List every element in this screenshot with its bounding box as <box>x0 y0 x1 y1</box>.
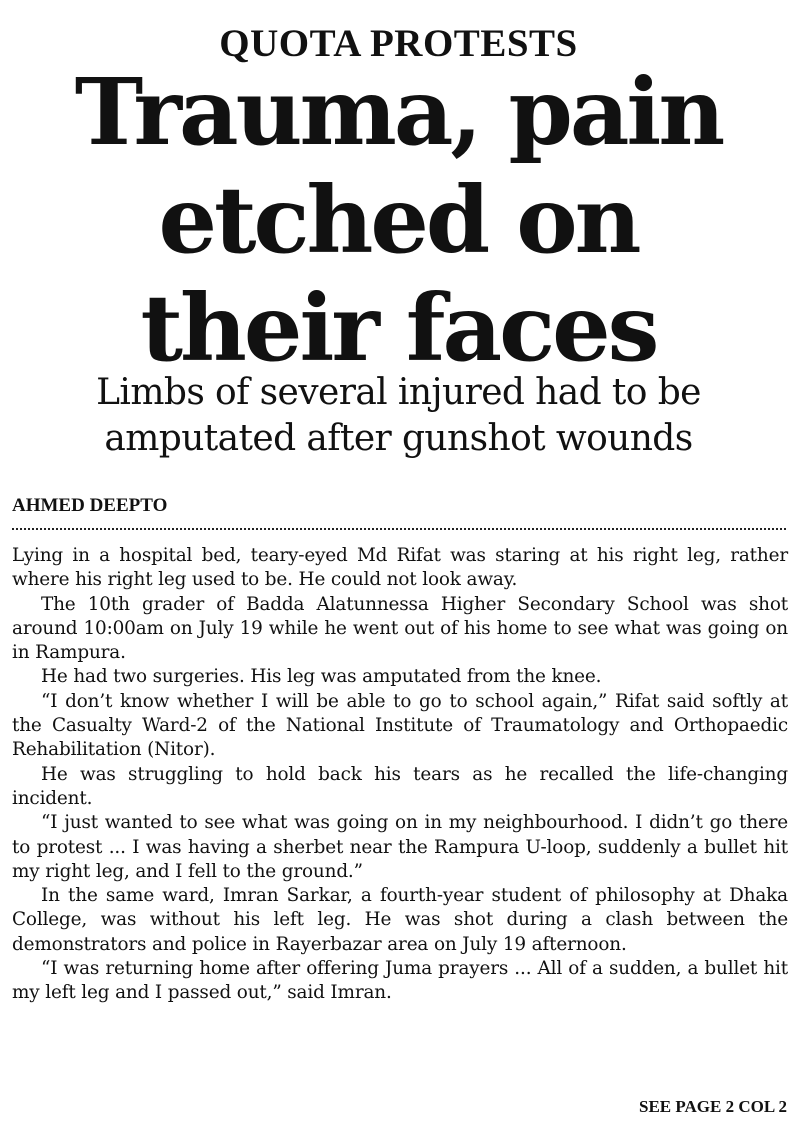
continuation-note: SEE PAGE 2 COL 2 <box>639 1097 787 1116</box>
headline <box>0 58 797 382</box>
headline-line: their faces <box>140 274 657 382</box>
paragraph: “I just wanted to see what was going on in my neighbourhood. I didn’t go there to protest ... I was having a sherbet near the Rampura U-loop, suddenly a bullet hit my right leg, and I fell to the ground.” <box>12 812 788 882</box>
article-body <box>12 544 788 1006</box>
subheadline <box>0 370 797 462</box>
paragraph: “I don’t know whether I will be able to go to school again,” Rifat said softly at the Casualty Ward-2 of the National Institute of Traumatology and Orthopaedic Rehabilitation (Nitor). <box>12 690 788 761</box>
subheadline-line: amputated after gunshot wounds <box>104 418 693 459</box>
headline-line: etched on <box>158 166 639 274</box>
paragraph: In the same ward, Imran Sarkar, a fourth-year student of philosophy at Dhaka College, was without his left leg. He was shot during a clash between the demonstrators and police in Rayerbazar area on July 19 afternoon. <box>12 885 788 955</box>
paragraph: He was struggling to hold back his tears as he recalled the life-changing incident. <box>12 763 788 809</box>
paragraph: “I was returning home after offering Juma prayers ... All of a sudden, a bullet hit my left leg and I passed out,” said Imran. <box>12 958 788 1004</box>
dotted-divider <box>12 528 786 530</box>
byline: AHMED DEEPTO <box>12 495 168 516</box>
paragraph: Lying in a hospital bed, teary-eyed Md Rifat was staring at his right leg, rather where his right leg used to be. He could not look away. <box>12 545 788 591</box>
headline-line: Trauma, pain <box>74 58 723 166</box>
section-kicker: QUOTA PROTESTS <box>219 22 578 65</box>
paragraph: He had two surgeries. His leg was amputated from the knee. <box>41 666 602 688</box>
paragraph: The 10th grader of Badda Alatunnessa Higher Secondary School was shot around 10:00am on July 19 while he went out of his home to see what was going on in Rampura. <box>12 593 788 664</box>
subheadline-line: Limbs of several injured had to be <box>96 372 701 413</box>
